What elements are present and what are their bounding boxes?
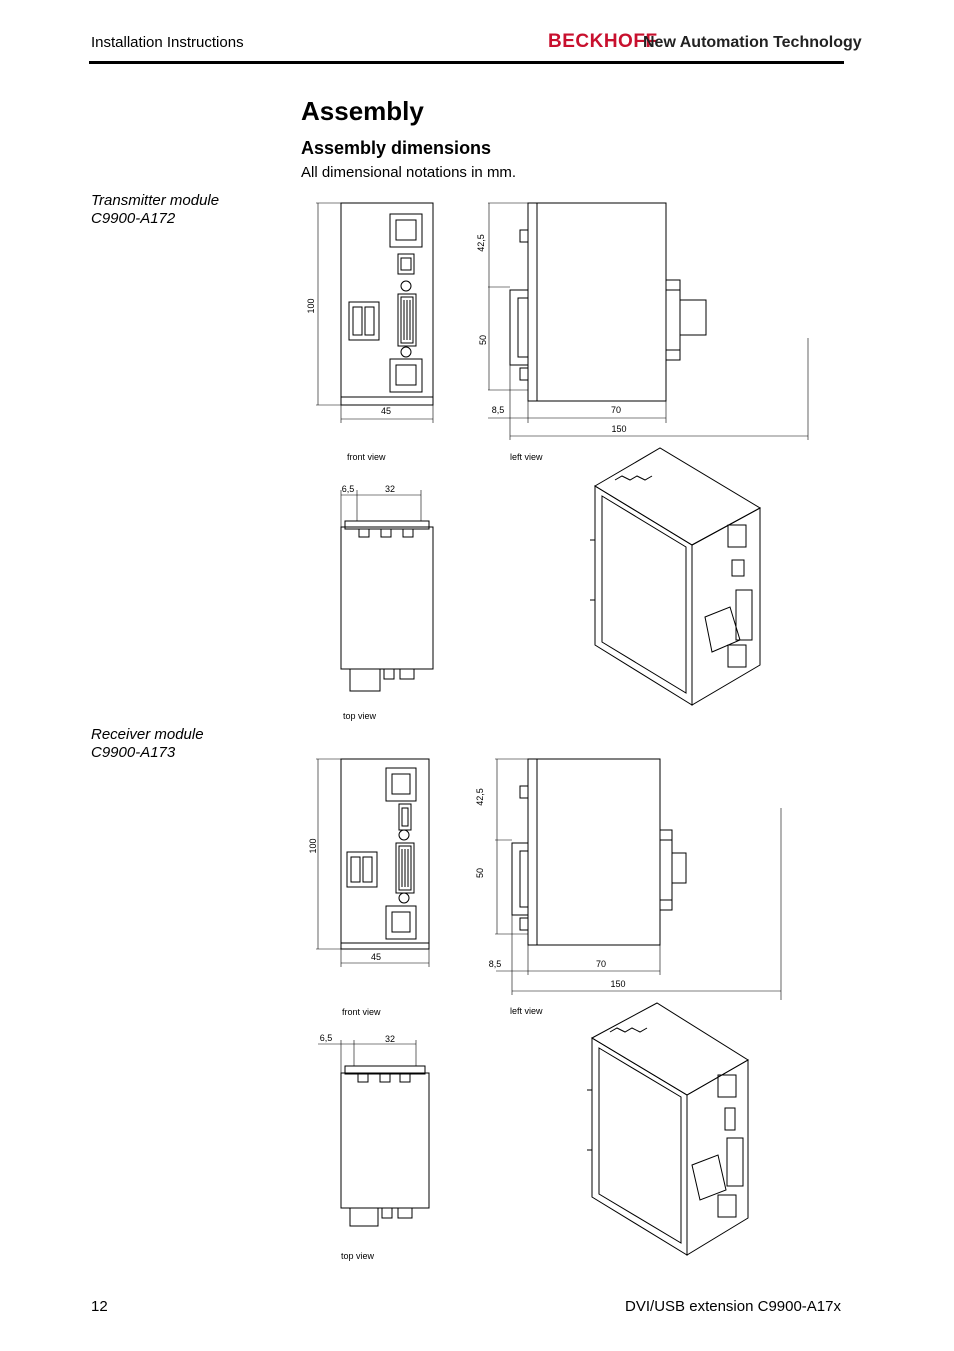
receiver-dim-offset: 8,5: [488, 959, 502, 969]
receiver-front-view: [316, 759, 429, 967]
receiver-top-view: [318, 1040, 429, 1226]
receiver-dim-lower: 50: [475, 867, 485, 879]
transmitter-iso-view: [590, 448, 760, 705]
receiver-dim-width: 45: [370, 952, 382, 962]
transmitter-dim-depth: 70: [610, 405, 622, 415]
section-subtitle: Assembly dimensions: [301, 138, 492, 158]
transmitter-dim-height: 100: [306, 298, 316, 314]
header-left-text: Installation Instructions: [91, 34, 244, 51]
receiver-iso-view: [587, 1003, 748, 1255]
transmitter-dim-top-width: 32: [384, 484, 396, 494]
transmitter-left-view-label: left view: [510, 452, 543, 462]
receiver-left-view-label: left view: [510, 1006, 543, 1016]
transmitter-top-view: [341, 490, 433, 691]
receiver-dim-total: 150: [610, 979, 626, 989]
receiver-dim-upper: 42,5: [475, 788, 485, 806]
transmitter-dim-total: 150: [611, 424, 627, 434]
transmitter-front-view: [316, 203, 433, 423]
receiver-caption-name: Receiver module: [91, 726, 204, 743]
brand-tagline: New Automation Technology: [643, 34, 862, 51]
page-title: Assembly: [301, 96, 424, 126]
transmitter-caption-name: Transmitter module: [91, 192, 220, 209]
page-number: 12: [91, 1298, 108, 1315]
receiver-drawing: [316, 759, 781, 1255]
transmitter-front-view-label: front view: [347, 452, 386, 462]
transmitter-dim-offset: 8,5: [491, 405, 505, 415]
receiver-front-view-label: front view: [342, 1007, 381, 1017]
transmitter-caption-code: C9900-A172: [91, 210, 176, 227]
transmitter-dim-top-offset: 6,5: [341, 484, 355, 494]
dimension-note: All dimensional notations in mm.: [301, 164, 517, 181]
transmitter-dim-width: 45: [380, 406, 392, 416]
footer-doc-title: DVI/USB extension C9900-A17x: [625, 1298, 841, 1315]
transmitter-drawing: [316, 203, 808, 705]
brand-logo: BECKHOFF: [548, 31, 658, 52]
receiver-dim-height: 100: [308, 838, 318, 854]
transmitter-top-view-label: top view: [343, 711, 377, 721]
receiver-dim-depth: 70: [595, 959, 607, 969]
receiver-dim-top-offset: 6,5: [319, 1033, 333, 1043]
receiver-caption-code: C9900-A173: [91, 744, 176, 761]
transmitter-left-view: [488, 203, 808, 440]
receiver-left-view: [495, 759, 781, 1000]
receiver-top-view-label: top view: [341, 1251, 375, 1261]
transmitter-dim-lower: 50: [478, 334, 488, 346]
receiver-dim-top-width: 32: [384, 1034, 396, 1044]
transmitter-dim-upper: 42,5: [476, 234, 486, 252]
